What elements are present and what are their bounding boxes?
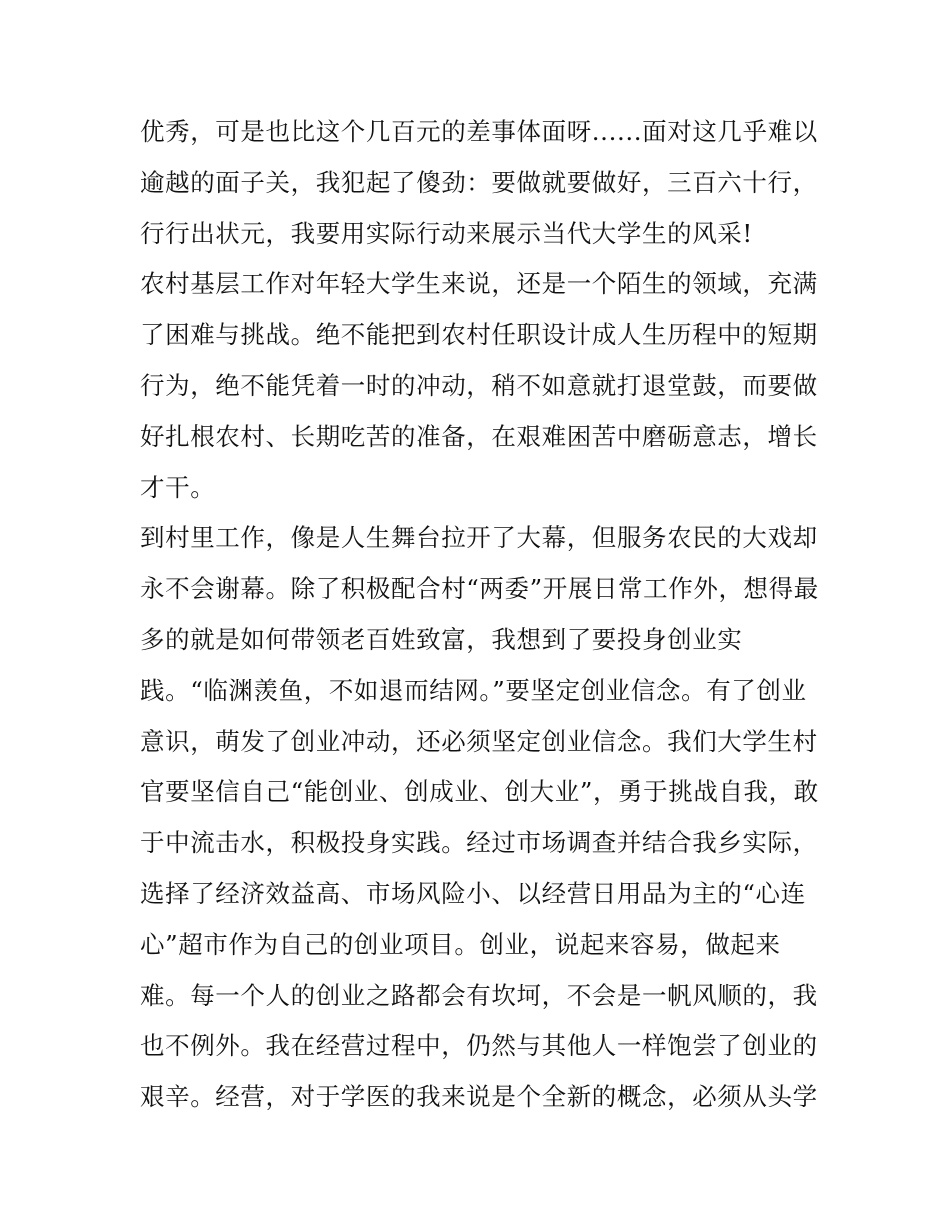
text-line: 逾越的面子关，我犯起了傻劲：要做就要做好，三百六十行， — [140, 167, 818, 197]
text-line: 艰辛。经营，对于学医的我来说是个全新的概念，必须从头学 — [140, 1082, 818, 1112]
text-line: 行行出状元，我要用实际行动来展示当代大学生的风采! — [140, 218, 753, 248]
text-line: 才干。 — [140, 472, 216, 502]
text-line: 行为，绝不能凭着一时的冲动，稍不如意就打退堂鼓，而要做 — [140, 370, 818, 400]
text-line: 农村基层工作对年轻大学生来说，还是一个陌生的领域，充满 — [140, 269, 818, 299]
text-line: 优秀，可是也比这个几百元的差事体面呀......面对这几乎难以 — [140, 117, 818, 146]
text-line: 永不会谢幕。除了积极配合村“两委”开展日常工作外，想得最 — [140, 574, 819, 604]
text-line: 也不例外。我在经营过程中，仍然与其他人一样饱尝了创业的 — [140, 1031, 818, 1061]
text-line: 难。每一个人的创业之路都会有坎坷，不会是一帆风顺的，我 — [140, 980, 818, 1010]
text-line: 意识，萌发了创业冲动，还必须坚定创业信念。我们大学生村 — [140, 726, 818, 756]
text-line: 到村里工作，像是人生舞台拉开了大幕，但服务农民的大戏却 — [140, 523, 818, 553]
text-line: 选择了经济效益高、市场风险小、以经营日用品为主的“心连 — [140, 878, 806, 908]
text-line: 于中流击水，积极投身实践。经过市场调查并结合我乡实际， — [140, 828, 818, 858]
text-line: 了困难与挑战。绝不能把到农村任职设计成人生历程中的短期 — [140, 320, 818, 350]
body-text — [140, 107, 820, 1123]
text-line: 多的就是如何带领老百姓致富，我想到了要投身创业实 — [140, 624, 743, 654]
text-line: 官要坚信自己“能创业、创成业、创大业”，勇于挑战自我，敢 — [140, 777, 819, 807]
text-line: 践。“临渊羡鱼，不如退而结网。”要坚定创业信念。有了创业 — [140, 675, 807, 705]
text-line: 心”超市作为自己的创业项目。创业，说起来容易，做起来 — [140, 929, 781, 959]
text-line: 好扎根农村、长期吃苦的准备，在艰难困苦中磨砺意志，增长 — [140, 421, 818, 451]
